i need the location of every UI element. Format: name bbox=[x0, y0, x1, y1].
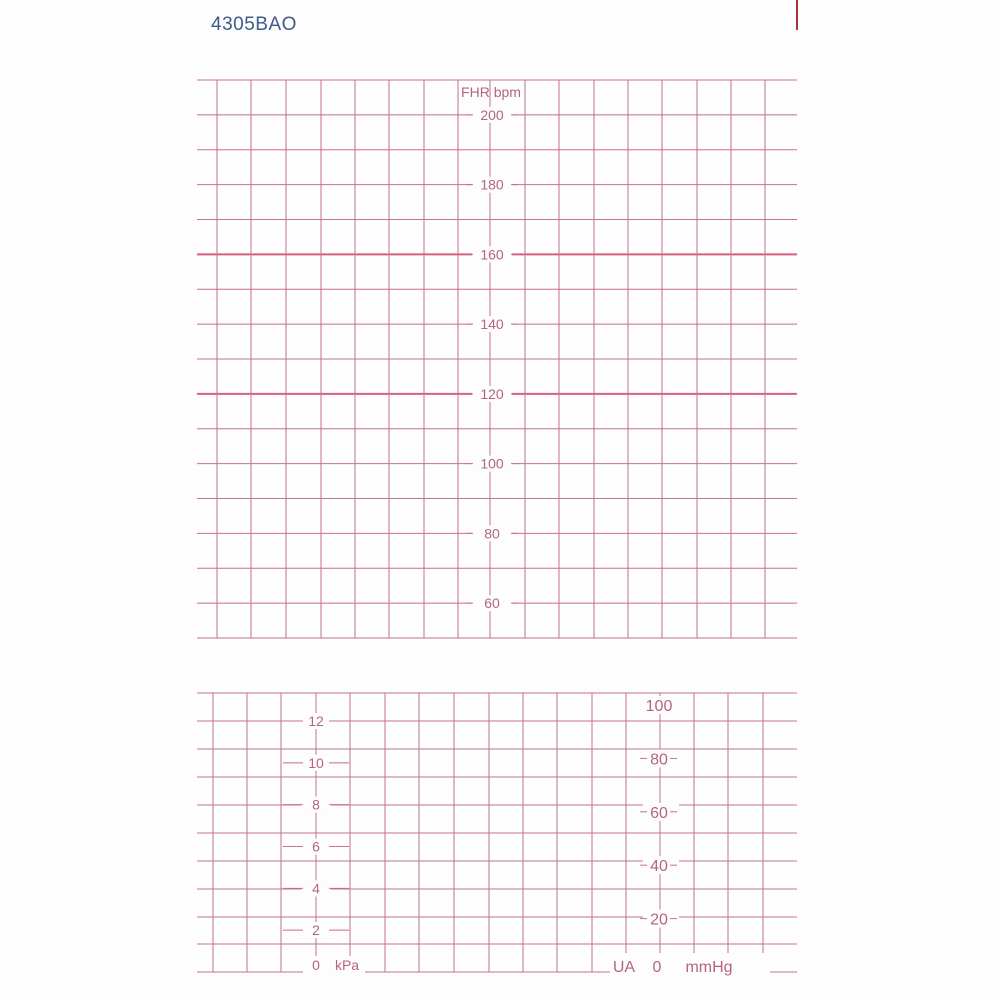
kpa-tick-label: 12 bbox=[308, 713, 324, 729]
mmhg-tick-label: 60 bbox=[650, 804, 668, 822]
mmhg-tick-label: 100 bbox=[645, 698, 673, 715]
mmhg-zero-label: 0 bbox=[652, 959, 662, 976]
fhr-tick-label: 80 bbox=[484, 525, 500, 542]
fhr-tick-label: 160 bbox=[480, 246, 504, 263]
fhr-tick-label: 180 bbox=[480, 176, 504, 193]
fhr-tick-label: 200 bbox=[480, 106, 504, 123]
fhr-axis-labels bbox=[461, 84, 521, 611]
mmhg-unit-label: mmHg bbox=[685, 959, 733, 976]
kpa-tick-label: 4 bbox=[312, 880, 320, 897]
paper-code-label: 4305BAO bbox=[211, 14, 297, 35]
mmhg-tick-label: 80 bbox=[650, 751, 668, 769]
fhr-tick-label: 140 bbox=[480, 316, 504, 333]
fhr-tick-label: 120 bbox=[480, 385, 504, 402]
fhr-tick-label: 100 bbox=[480, 455, 504, 472]
ua-axis-labels bbox=[283, 696, 770, 976]
kpa-unit-label: kPa bbox=[334, 957, 360, 973]
kpa-tick-label: 8 bbox=[312, 796, 320, 813]
kpa-zero-label: 0 bbox=[312, 957, 320, 973]
fhr-tick-label: 60 bbox=[484, 595, 500, 612]
fhr-axis-title: FHR bpm bbox=[461, 84, 521, 100]
kpa-tick-label: 10 bbox=[308, 754, 324, 771]
kpa-tick-label: 6 bbox=[312, 838, 320, 855]
fhr-grid bbox=[197, 80, 797, 638]
mmhg-tick-label: 40 bbox=[650, 858, 668, 876]
mmhg-tick-label: 20 bbox=[650, 911, 668, 929]
ua-prefix-label: UA bbox=[612, 959, 636, 976]
kpa-tick-label: 2 bbox=[312, 922, 320, 939]
